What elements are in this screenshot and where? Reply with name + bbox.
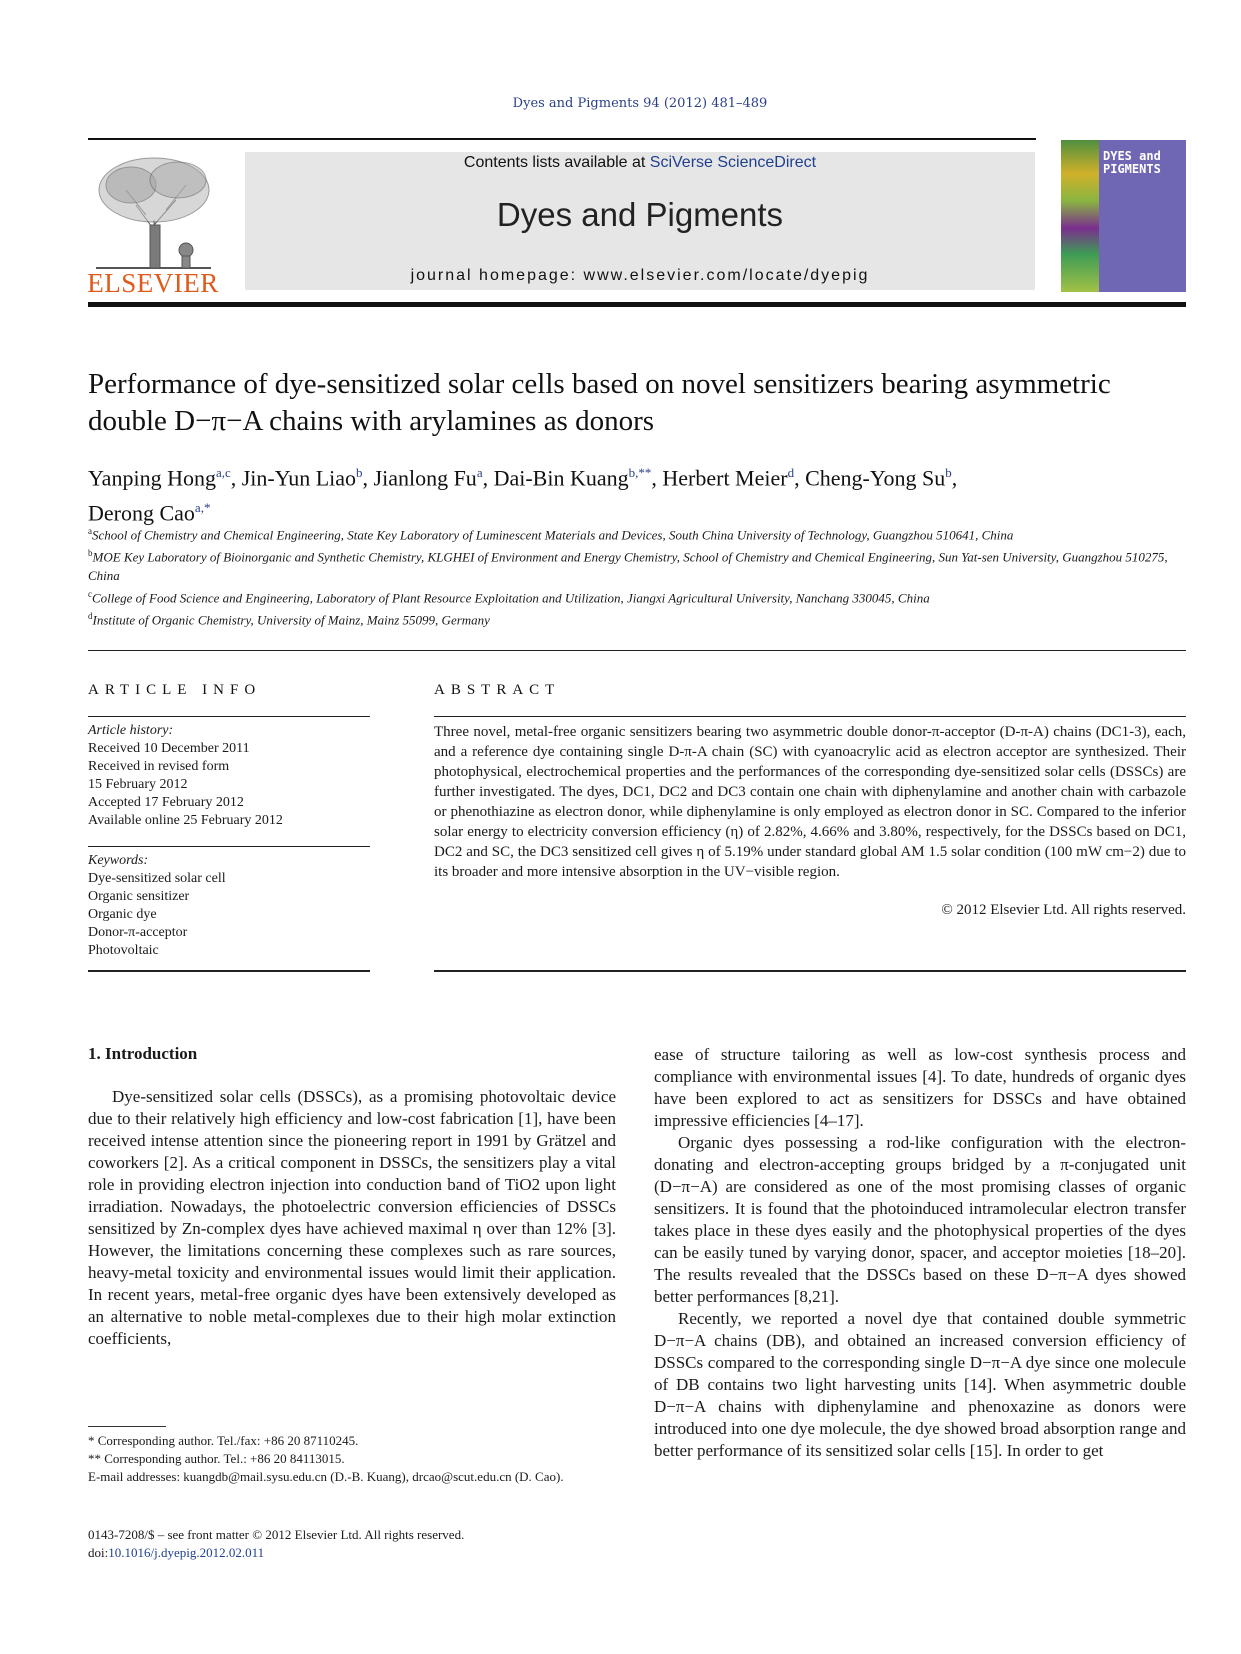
header-bottom-rule [88,302,1186,307]
body-paragraph: Organic dyes possessing a rod-like configuration with the electron-donating and electron-accepting groups bridged by a π-conjugated unit (D−π−A) are considered as one of the most promising classes of organic sensitizers. It is found that the photoinduced intramolecular electron transfer takes place in these dyes easily and the photophysical properties of the dyes can be easily tuned by varying donor, spacer, and acceptor moieties [18–20]. The results revealed that the DSSCs based on these D−π−A dyes showed better performances [8,21]. [654,1133,1186,1306]
divider [88,970,370,972]
contents-line [245,154,1035,172]
keyword: Photovoltaic [88,943,159,958]
footnote: ** Corresponding author. Tel.: +86 20 84113015. [88,1451,345,1466]
keyword: Dye-sensitized solar cell [88,871,226,886]
author-affiliation-mark[interactable]: b,** [628,465,652,480]
body-paragraph: Recently, we reported a novel dye that contained double symmetric D−π−A chains (DB), and obtained an increased conversion efficiency of DSSCs compared to the corresponding single D−π−A dye since one molecule of DB contains two light harvesting units [14]. When asymmetric double D−π−A chains with diphenylamine and phenoxazine as donors were introduced into one dye molecule, the dye showed broad absorption range and better performance of its sensitized solar cells [15]. In order to get [654,1309,1186,1460]
divider [88,846,370,847]
publisher-name: ELSEVIER [87,268,219,298]
sciencedirect-link[interactable]: SciVerse ScienceDirect [649,154,817,171]
journal-citation[interactable]: Dyes and Pigments 94 (2012) 481–489 [512,96,768,111]
footnotes [88,1432,616,1486]
abstract-copyright: © 2012 Elsevier Ltd. All rights reserved. [941,902,1186,918]
affiliations [88,522,1188,629]
author-affiliation-mark[interactable]: a,* [194,500,211,516]
history-item: Received 10 December 2011 [88,741,250,756]
section-heading: 1. Introduction [88,1044,198,1063]
footnote-rule [88,1426,166,1427]
article-history [88,722,370,830]
keywords-label: Keywords: [88,853,149,868]
author: Yanping Hong [88,465,216,491]
author-affiliation-mark[interactable]: d [787,465,795,480]
history-label: Article history: [88,723,174,738]
divider [88,716,370,717]
journal-homepage[interactable]: journal homepage: www.elsevier.com/locate/dyepig [410,267,870,284]
email-footnote[interactable]: E-mail addresses: kuangdb@mail.sysu.edu.cn (D.-B. Kuang), drcao@scut.edu.cn (D. Cao). [88,1469,564,1484]
history-item: Received in revised form [88,759,230,774]
affiliation [88,607,1188,629]
author-affiliation-mark[interactable]: a [476,465,483,480]
keyword: Organic dye [88,907,157,922]
author: Jianlong Fu [373,465,477,491]
keywords [88,852,370,960]
contents-prefix: Contents lists available at [463,154,650,171]
abstract-text: Three novel, metal-free organic sensitizers bearing two asymmetric double donor-π-acceptor (D-π-A) chains (DC1-3), each, and a reference dye containing single D-π-A chain (SC) with cyanoacrylic acid as electron acceptor are synthesized. Their photophysical, electrochemical properties and the performances of the corresponding dye-sensitized solar cells (DSSCs) are further investigated. The dyes, DC1, DC2 and DC3 contain one chain with diphenylamine and another chain with carbazole or phenothiazine as electron donor, while diphenylamine is only employed as electron donor in SC. Compared to the inferior solar energy to electricity conversion efficiency (η) of 2.82%, 4.66% and 3.80%, respectively, for the DSSCs based on DC1, DC2 and SC, the DC3 sensitized cell gives η of 5.19% under standard global AM 1.5 solar condition (100 mW cm−2) due to its broader and more intensive absorption in the UV−visible region. [434,724,1186,880]
journal-title: Dyes and Pigments [496,196,784,233]
divider [434,716,1186,717]
abstract-heading: ABSTRACT [434,682,561,698]
author: Derong Cao [88,500,195,526]
affiliation-mark: b [88,548,93,559]
body-column-right [654,1044,1186,1462]
affiliation [88,522,1188,544]
body-paragraph: Dye-sensitized solar cells (DSSCs), as a promising photovoltaic device due to their relatively high efficiency and low-cost fabrication [1], have been received intense attention since the pioneering report in 1991 by Grätzel and coworkers [2]. As a critical component in DSSCs, the sensitizers play a vital role in providing electron injection into conduction band of TiO2 upon light irradiation. Nowadays, the photoelectric conversion efficiencies of DSSCs sensitized by Zn-complex dyes have achieved maximal η over than 12% [3]. However, the limitations concerning these complexes such as rare sources, heavy-metal toxicity and environmental issues would limit their application. In recent years, metal-free organic dyes have been extensively developed as an alternative to noble metal-complexes due to their high molar extinction coefficients, [88,1087,616,1348]
body-paragraph: ease of structure tailoring as well as low-cost synthesis process and compliance with environmental issues [4]. To date, hundreds of organic dyes have been explored to act as sensitizers for DSSCs and have obtained impressive efficiencies [4–17]. [654,1045,1186,1130]
affiliation-mark: a [88,526,92,536]
cover-pattern-strip [1061,140,1099,292]
author: Dai-Bin Kuang [493,465,629,491]
affiliation-mark: d [88,610,93,621]
author: Herbert Meier [662,465,788,491]
journal-header-band [245,152,1035,290]
affiliation-text: MOE Key Laboratory of Bioinorganic and Synthetic Chemistry, KLGHEI of Environment and Energy Chemistry, School of Chemistry and Chemical Engineering, Sun Yat-sen University, Guangzhou 510275, China [88,549,1168,583]
header-top-rule [88,138,1036,140]
affiliation [88,585,1188,607]
affiliation-text: School of Chemistry and Chemical Engineering, State Key Laboratory of Luminescent Materials and Devices, South China University of Technology, Guangzhou 510641, China [92,527,1014,543]
author-affiliation-mark[interactable]: b [945,465,952,480]
history-item: 15 February 2012 [88,777,188,792]
journal-cover-image [1061,140,1186,292]
doi-prefix: doi: [88,1545,109,1560]
doi-line [88,1544,688,1562]
history-item: Accepted 17 February 2012 [88,795,244,810]
author: Jin-Yun Liao [241,465,357,491]
doi-link[interactable]: 10.1016/j.dyepig.2012.02.011 [108,1545,265,1560]
affiliation-mark: c [88,588,92,599]
body-column-left [88,1086,616,1350]
front-matter [88,1526,688,1562]
keyword: Donor-π-acceptor [88,925,188,940]
author-list: Yanping Hong$^{a,c}$, Jin-Yun Liao$^b$, Jianlong Fu$^a$, Dai-Bin Kuang$^{b,**}$, Herbert Meier$^d$, Cheng-Yong Su$^b$, Derong Cao$^{a,*}$ [88,465,958,526]
cover-title: DYES and PIGMENTS [1103,149,1161,176]
footnote: * Corresponding author. Tel./fax: +86 20 87110245. [88,1433,359,1448]
author: Cheng-Yong Su [805,465,946,491]
history-item: Available online 25 February 2012 [88,813,283,828]
article-info-heading: ARTICLE INFO [88,682,262,698]
affiliation-text: College of Food Science and Engineering, Laboratory of Plant Resource Exploitation and Utilization, Jiangxi Agricultural University, Nanchang 330045, China [92,589,930,605]
section-divider [88,650,1186,651]
article-title: Performance of dye-sensitized solar cells based on novel sensitizers bearing asymmetric double D−π−A chains with arylamines as donors [88,368,1111,437]
affiliation-text: Institute of Organic Chemistry, University of Mainz, Mainz 55099, Germany [92,612,490,628]
author-affiliation-mark[interactable]: b [356,465,363,480]
keyword: Organic sensitizer [88,889,190,904]
author-affiliation-mark[interactable]: a,c [215,465,231,480]
issn-line: 0143-7208/$ – see front matter © 2012 Elsevier Ltd. All rights reserved. [88,1527,465,1542]
affiliation [88,544,1188,584]
divider [434,970,1186,972]
